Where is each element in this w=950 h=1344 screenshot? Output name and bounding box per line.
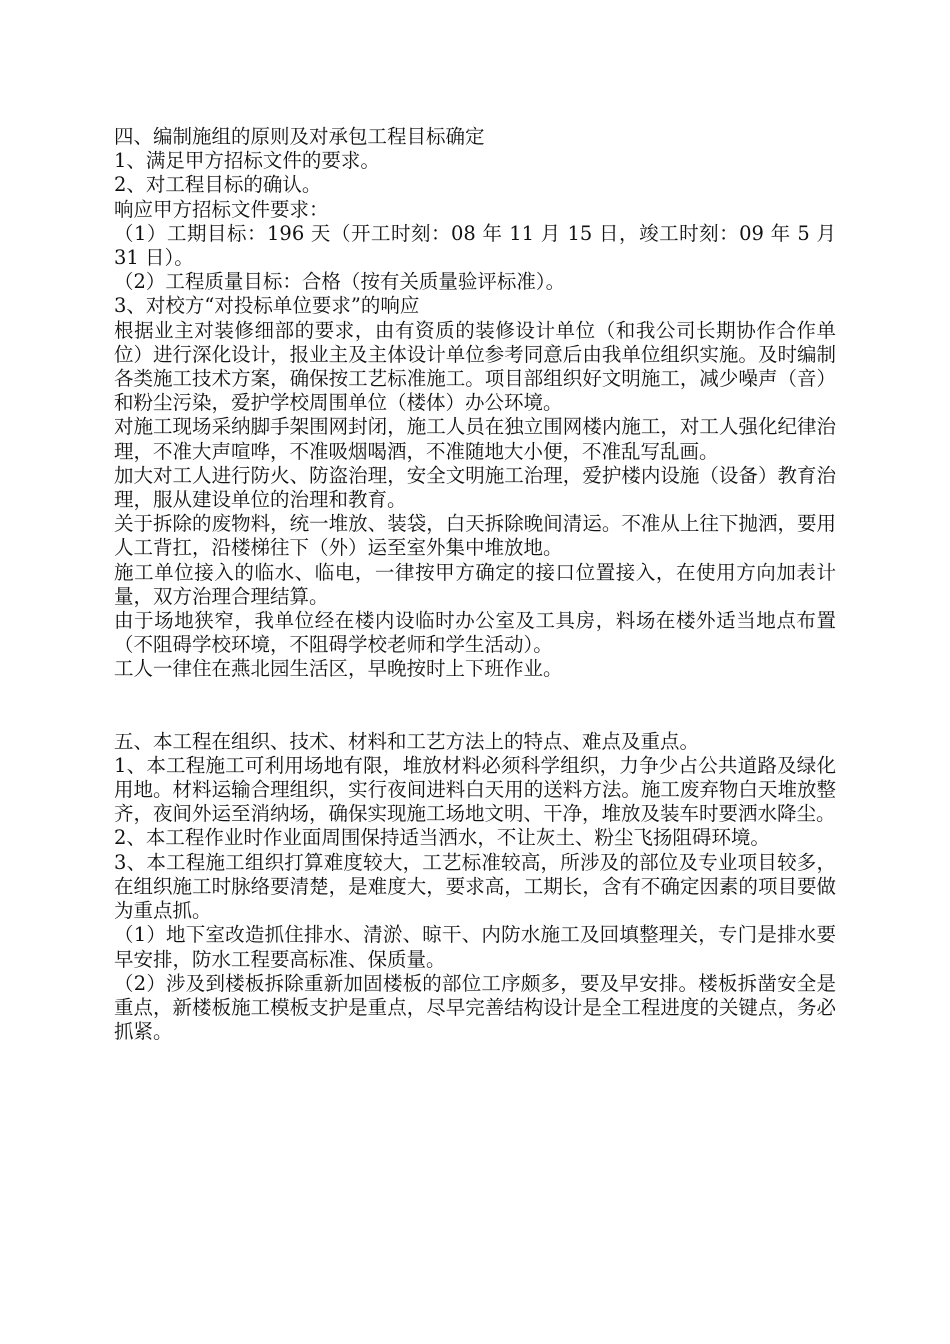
- paragraph: 2、对工程目标的确认。: [114, 173, 322, 197]
- paragraph: 3、本工程施工组织打算难度较大，工艺标准较高，所涉及的部位及专业项目较多，在组织施工时脉络要清楚，是难度大，要求高，工期长，含有不确定因素的项目要做为重点抓。: [114, 850, 836, 923]
- paragraph: 3、对校方“对投标单位要求”的响应: [114, 294, 420, 318]
- paragraph: 由于场地狭窄，我单位经在楼内设临时办公室及工具房，料场在楼外适当地点布置（不阻碍学校环境，不阻碍学校老师和学生活动）。: [114, 609, 836, 657]
- paragraph: （2）工程质量目标：合格（按有关质量验评标准）。: [114, 270, 566, 294]
- paragraph: 根据业主对装修细部的要求，由有资质的装修设计单位（和我公司长期协作合作单位）进行深化设计，报业主及主体设计单位参考同意后由我单位组织实施。及时编制各类施工技术方案，确保按工艺标准施工。项目部组织好文明施工，减少噪声（音）和粉尘污染，爱护学校周围单位（楼体）办公环境。: [114, 318, 836, 415]
- paragraph: 工人一律住在燕北园生活区，早晚按时上下班作业。: [114, 657, 563, 681]
- section-4-heading: 四、编制施组的原则及对承包工程目标确定: [114, 125, 485, 148]
- section-spacer: [114, 682, 836, 730]
- paragraph: 1、本工程施工可利用场地有限，堆放材料必须科学组织，力争少占公共道路及绿化用地。材料运输合理组织，实行夜间进料白天用的送料方法。施工废弃物白天堆放整齐，夜间外运至消纳场，确保实现施工场地文明、干净，堆放及装车时要洒水降尘。: [114, 753, 836, 826]
- paragraph: 加大对工人进行防火、防盗治理，安全文明施工治理，爱护楼内设施（设备）教育治理，服从建设单位的治理和教育。: [114, 463, 836, 512]
- paragraph: 施工单位接入的临水、临电，一律按甲方确定的接口位置接入，在使用方向加表计量，双方治理合理结算。: [114, 560, 836, 608]
- paragraph: 1、满足甲方招标文件的要求。: [114, 149, 380, 173]
- paragraph: （1）工期目标：196 天（开工时刻：08 年 11 月 15 日，竣工时刻：09 年 5 月 31 日）。: [114, 221, 836, 270]
- paragraph: （2）涉及到楼板拆除重新加固楼板的部位工序颇多，要及早安排。楼板拆凿安全是重点，新楼板施工模板支护是重点，尽早完善结构设计是全工程进度的关键点，务必抓紧。: [114, 971, 836, 1044]
- paragraph: （1）地下室改造抓住排水、清淤、晾干、内防水施工及回填整理关，专门是排水要早安排，防水工程要高标准、保质量。: [114, 923, 836, 971]
- paragraph: 对施工现场采纳脚手架围网封闭，施工人员在独立围网楼内施工，对工人强化纪律治理，不准大声喧哗，不准吸烟喝酒，不准随地大小便，不准乱写乱画。: [114, 415, 836, 463]
- paragraph: 响应甲方招标文件要求：: [114, 197, 329, 221]
- paragraph: 关于拆除的废物料，统一堆放、装袋，白天拆除晚间清运。不准从上往下抛洒，要用人工背扛，沿楼梯往下（外）运至室外集中堆放地。: [114, 512, 836, 560]
- section-5-heading: 五、本工程在组织、技术、材料和工艺方法上的特点、难点及重点。: [114, 729, 700, 753]
- paragraph: 2、本工程作业时作业面周围保持适当洒水，不让灰土、粉尘飞扬阻碍环境。: [114, 826, 770, 850]
- document-body: [114, 125, 836, 1044]
